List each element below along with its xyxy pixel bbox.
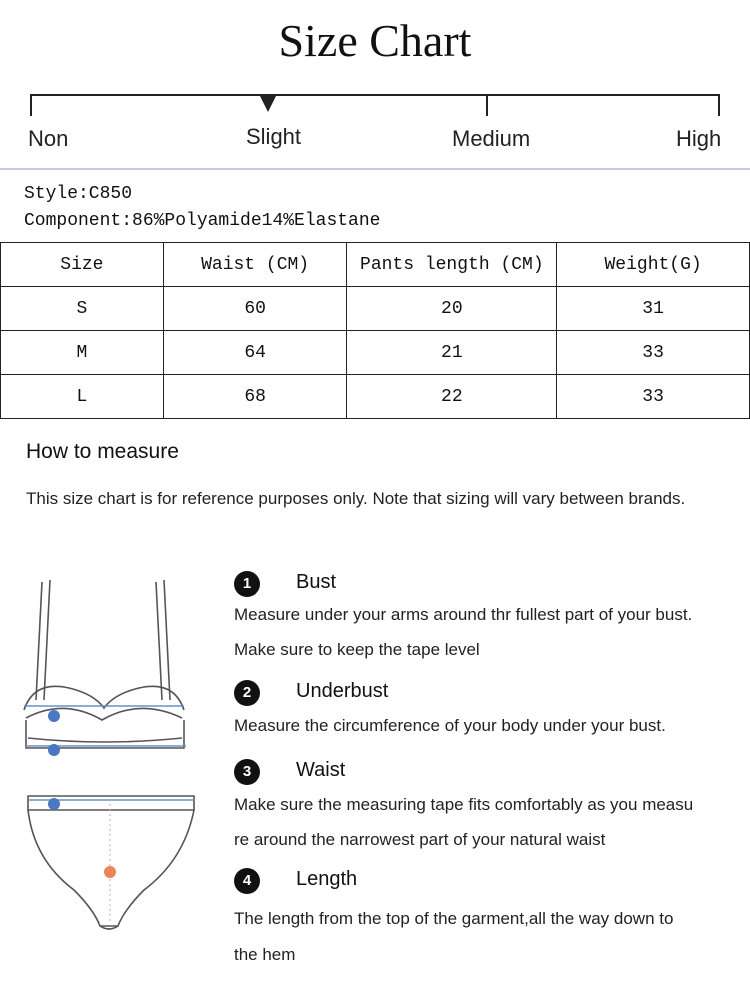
size-column-header: Size	[1, 243, 164, 287]
bikini-measure-illustration	[14, 570, 204, 970]
step-description-line: the hem	[234, 945, 296, 964]
step-description-line: Measure under your arms around thr fullest part of your bust.	[234, 605, 693, 624]
weight-cell: 33	[557, 331, 750, 375]
component-text: Component:86%Polyamide14%Elastane	[24, 211, 381, 231]
pants-length-cell: 20	[347, 287, 557, 331]
weight-cell: 33	[557, 375, 750, 419]
pants-length-cell: 22	[347, 375, 557, 419]
step-number-badge: 1	[234, 571, 260, 597]
size-table	[0, 242, 750, 419]
how-to-measure-note: This size chart is for reference purposes only. Note that sizing will vary between brands.	[26, 489, 686, 508]
stretch-label-slight: Slight	[246, 124, 302, 149]
weight-column-header: Weight(G)	[557, 243, 750, 287]
weight-cell: 31	[557, 287, 750, 331]
step-name: Waist	[296, 759, 346, 781]
table-row	[1, 331, 750, 375]
stretch-selected-marker-icon	[260, 96, 276, 112]
step-description-line: Make sure to keep the tape level	[234, 640, 480, 659]
table-row	[1, 287, 750, 331]
size-cell: M	[1, 331, 164, 375]
pants-length-column-header: Pants length (CM)	[347, 243, 557, 287]
step-description-line: Make sure the measuring tape fits comfortably as you measu	[234, 795, 694, 814]
step-number-badge: 3	[234, 759, 260, 785]
section-divider	[0, 168, 750, 170]
style-code: Style:C850	[24, 184, 133, 204]
step-waist	[234, 759, 734, 859]
step-description-line: The length from the top of the garment,all the way down to	[234, 909, 674, 928]
step-name: Underbust	[296, 680, 389, 702]
step-description-line: Measure the circumference of your body under your bust.	[234, 716, 666, 735]
waist-cell: 60	[163, 287, 347, 331]
stretch-tick-medium	[486, 94, 488, 116]
stretch-scale	[30, 94, 720, 116]
table-row	[1, 375, 750, 419]
size-table-header-row	[1, 243, 750, 287]
stretch-label-medium: Medium	[452, 126, 531, 151]
pants-length-cell: 21	[347, 331, 557, 375]
step-length	[234, 868, 734, 978]
step-name: Length	[296, 868, 358, 890]
waist-cell: 64	[163, 331, 347, 375]
step-name: Bust	[296, 571, 337, 593]
step-description-line: re around the narrowest part of your natural waist	[234, 830, 606, 849]
step-bust	[234, 571, 734, 671]
stretch-label-high: High	[676, 126, 722, 151]
stretch-tick-high	[718, 94, 720, 116]
size-cell: S	[1, 287, 164, 331]
waist-cell: 68	[163, 375, 347, 419]
stretch-scale-line	[30, 94, 720, 96]
step-number-badge: 4	[234, 868, 260, 894]
waist-column-header: Waist (CM)	[163, 243, 347, 287]
stretch-label-non: Non	[28, 126, 69, 151]
how-to-measure-heading: How to measure	[26, 440, 179, 463]
stretch-tick-non	[30, 94, 32, 116]
step-underbust	[234, 680, 734, 744]
step-number-badge: 2	[234, 680, 260, 706]
size-cell: L	[1, 375, 164, 419]
page-title: Size Chart	[278, 15, 472, 66]
